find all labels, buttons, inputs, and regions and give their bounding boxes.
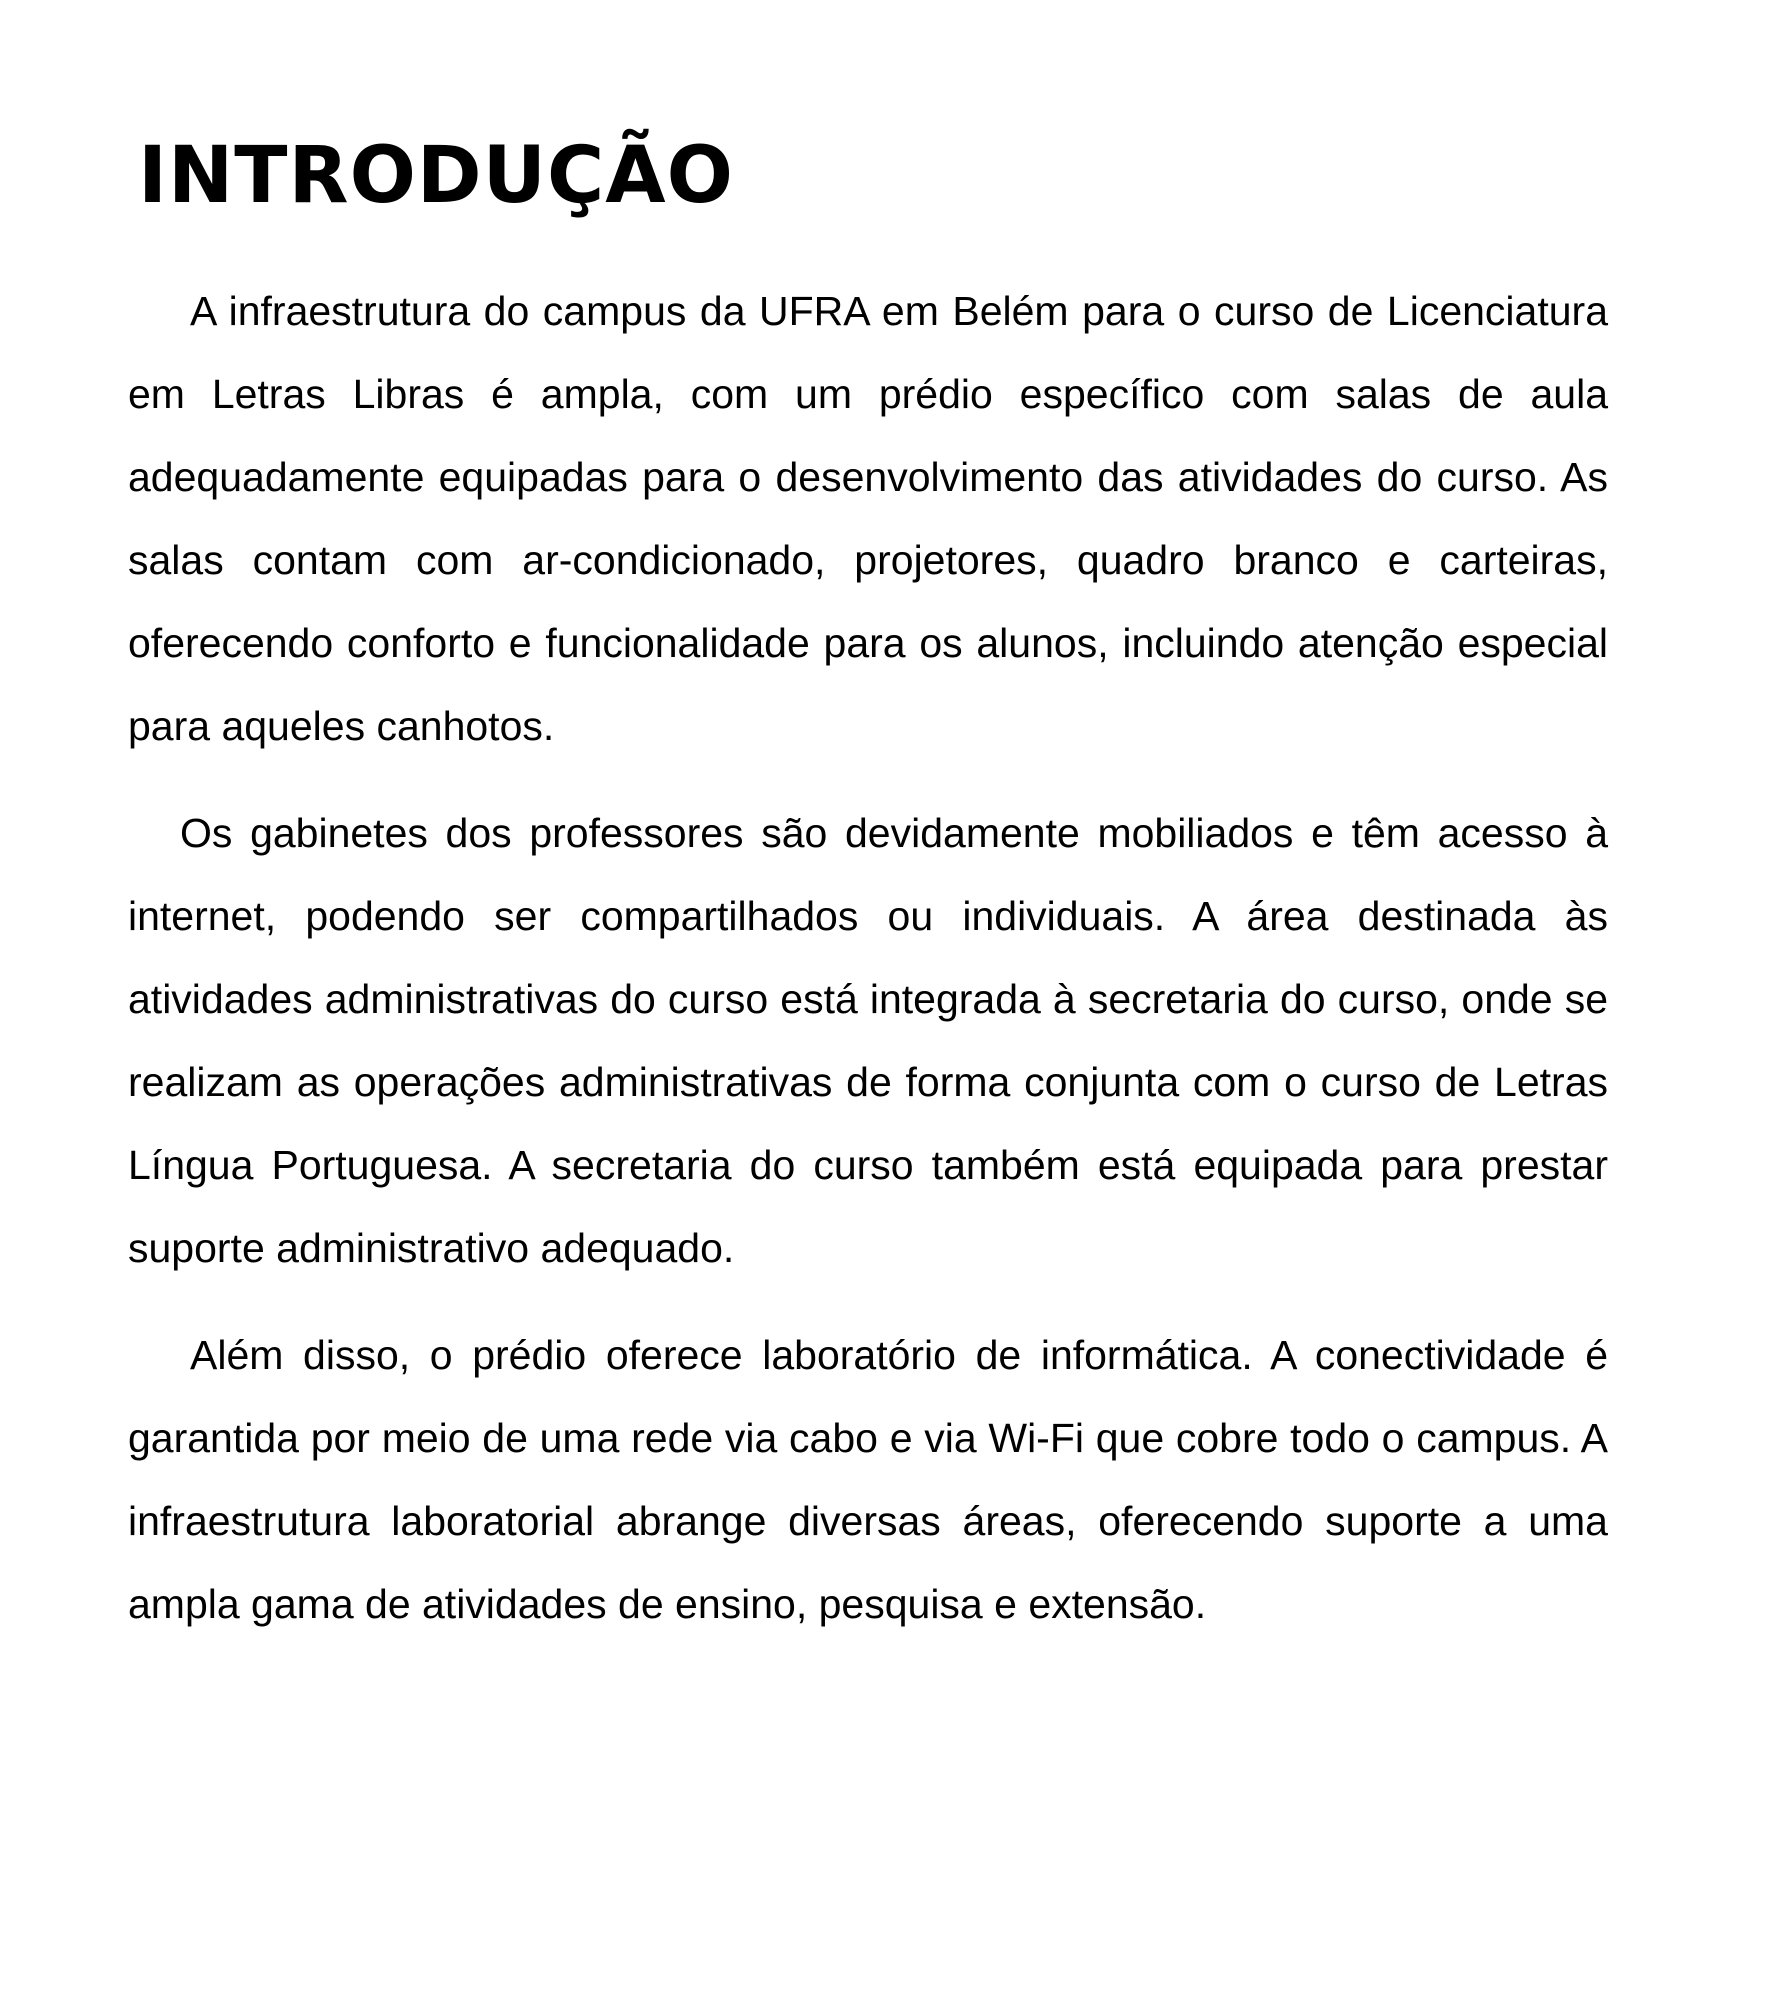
paragraph-3: Além disso, o prédio oferece laboratório de informática. A conectividade é garantida por meio de uma rede via cabo e via Wi-Fi que cobre todo o campus. A infraestrutura laboratorial abrange diversas áreas, oferecendo suporte a uma ampla gama de atividades de ensino, pesquisa e extensão. — [128, 1332, 1608, 1627]
document-body — [128, 270, 1608, 1670]
paragraph-1: A infraestrutura do campus da UFRA em Belém para o curso de Licenciatura em Letras Libras é ampla, com um prédio específico com salas de aula adequadamente equipadas para o desenvolvimento das atividades do curso. As salas contam com ar-condicionado, projetores, quadro branco e carteiras, oferecendo conforto e funcionalidade para os alunos, incluindo atenção especial para aqueles canhotos. — [128, 288, 1608, 749]
paragraph-2: Os gabinetes dos professores são devidamente mobiliados e têm acesso à internet, podendo ser compartilhados ou individuais. A área destinada às atividades administrativas do curso está integrada à secretaria do curso, onde se realizam as operações administrativas de forma conjunta com o curso de Letras Língua Portuguesa. A secretaria do curso também está equipada para prestar suporte administrativo adequado. — [128, 810, 1608, 1271]
page-title: INTRODUÇÃO — [138, 131, 734, 221]
